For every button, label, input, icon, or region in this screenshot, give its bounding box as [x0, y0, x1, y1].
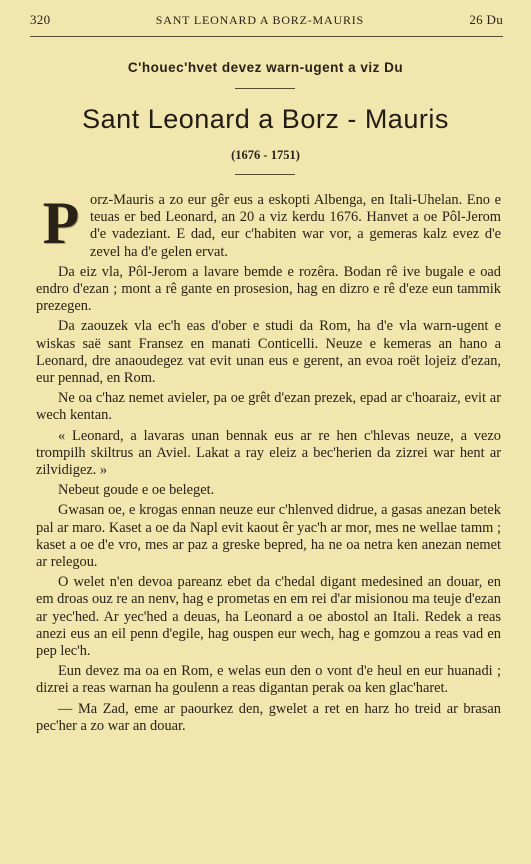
paragraph: P orz-Mauris a zo eur gêr eus a eskopti Albenga, en Itali-Uhelan. Eno e teuas er bed Leonard, an 20 a viz kerdu 1676. Hanvet a oe Pôl-Jerom d'e vadeziant. E dad, eur c'habiten war vor, a gemeras kalz evez d'e zevel ha d'e gelen ervat.	[36, 192, 501, 261]
chapter-title: Sant Leonard a Borz - Mauris	[82, 104, 449, 134]
header-date: 26 Du	[469, 12, 503, 27]
header-rule	[30, 36, 503, 37]
drop-cap: P	[42, 190, 80, 256]
paragraph: « Leonard, a lavaras unan bennak eus ar re hen c'hlevas neuze, a vezo trompilh skiltrus an Aviel. Lakat a ray eleiz a bec'herien da zizrei war hent ar zilvidigez. »	[36, 427, 501, 479]
feast-day-heading: C'houec'hvet devez warn-ugent a viz Du	[127, 60, 404, 75]
body-text	[36, 192, 501, 738]
paragraph: Da zaouzek vla ec'h eas d'ober e studi da Rom, ha d'e vla warn-ugent e wiskas saë sant Fransez en manati Conticelli. Neuze e kemeras an hano a Leonard, dre anaoudegez vat evit unan eus e gerent, an evoa roët lojeiz d'ezan, eur pennad, en Rom.	[36, 318, 501, 387]
paragraph: Da eiz vla, Pôl-Jerom a lavare bemde e rozêra. Bodan rê ive bugale e oad endro d'ezan ; mont a rê gante en prosesion, hag en dizro e rê d'eze eun tammik prezegen.	[36, 263, 501, 315]
paragraph: Eun devez ma oa en Rom, e welas eun den o vont d'e heul en eur huanadi ; dizrei a reas warnan ha goulenn a reas digantan perak oa ken glac'haret.	[36, 663, 501, 697]
paragraph: Nebeut goude e oe beleget.	[58, 482, 215, 499]
paragraph: Ne oa c'haz nemet avieler, pa oe grêt d'ezan prezek, epad ar c'hoaraiz, evit ar wech kentan.	[36, 390, 501, 424]
running-title: SANT LEONARD A BORZ-MAURIS	[155, 13, 365, 27]
running-header	[30, 12, 503, 34]
divider-rule	[235, 174, 295, 175]
paragraph: — Ma Zad, eme ar paourkez den, gwelet a ret en harz ho treid ar brasan pec'her a zo war an douar.	[36, 700, 501, 734]
life-dates: (1676 - 1751)	[231, 148, 300, 162]
paragraph: O welet n'en devoa pareanz ebet da c'hedal digant medesined an douar, en em droas ouz re an nenv, hag e prometas en em rei d'ar misionou ma teuje d'ezan ar yec'hed. Ar yec'hed a deuas, ha Leonard a oe abostol an Itali. Redek a reas anezi eus an eil penn d'egile, hag ouspen eur wech, hag e gomzou a reas vad en pep lec'h.	[36, 574, 501, 660]
divider-rule	[235, 88, 295, 89]
paragraph: Gwasan oe, e krogas ennan neuze eur c'hlenved didrue, a gasas anezan betek pal ar maro. Kaset a oe da Napl evit kaout êr yac'h ar mor, mes ne wellae tamm ; kaset a oe d'e vro, mes ar paz a greske bepred, ha ne oa netra ken anezan nemet ar relegou.	[36, 502, 501, 571]
page-number: 320	[30, 12, 51, 27]
